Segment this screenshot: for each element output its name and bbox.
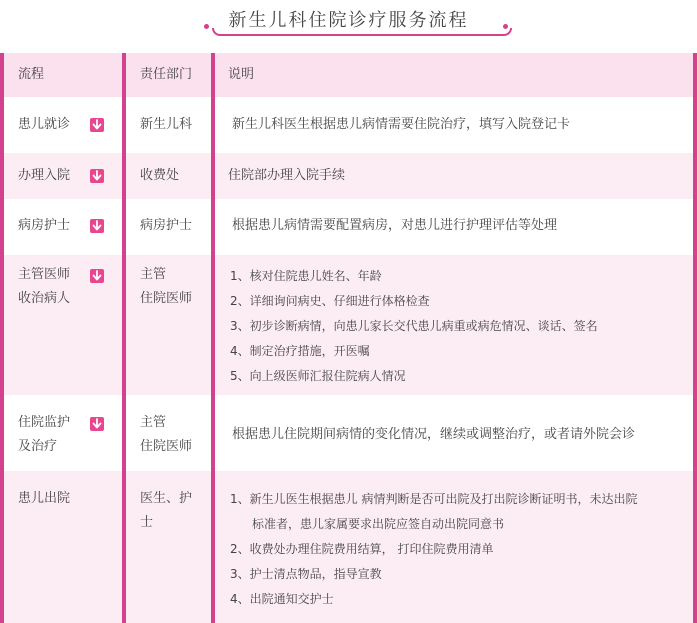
step-label-line2: 及治疗 xyxy=(18,439,58,454)
desc-list xyxy=(230,264,688,389)
table-border-right xyxy=(693,53,697,623)
table-row xyxy=(4,153,693,199)
step-label: 患儿就诊 xyxy=(18,117,71,132)
list-item: 1、核对住院患儿姓名、年龄 xyxy=(230,269,382,283)
list-item: 3、护士清点物品，指导宣教 xyxy=(230,567,382,581)
list-item: 3、初步诊断病情，向患儿家长交代患儿病重或病危情况、谈话、签名 xyxy=(230,319,598,333)
step-label-line1: 主管医师 xyxy=(18,267,71,282)
process-table xyxy=(0,53,697,623)
page-title: 新生儿科住院诊疗服务流程 xyxy=(223,10,475,31)
dept-label-line1: 主管 xyxy=(140,267,167,282)
down-arrow-icon xyxy=(90,417,104,431)
header-step: 流程 xyxy=(18,67,45,82)
list-item: 4、制定治疗措施，开医嘱 xyxy=(230,344,370,358)
dept-label xyxy=(140,263,210,311)
table-row xyxy=(4,255,693,395)
list-item: 2、收费处办理住院费用结算， 打印住院费用清单 xyxy=(230,542,494,556)
header-dept: 责任部门 xyxy=(140,67,193,82)
dept-label: 收费处 xyxy=(140,168,180,183)
desc-text: 根据患儿病情需要配置病房，对患儿进行护理评估等处理 xyxy=(232,218,558,233)
table-row xyxy=(4,395,693,471)
table-row xyxy=(4,97,693,153)
down-arrow-icon xyxy=(90,219,104,233)
step-label: 患儿出院 xyxy=(18,491,71,506)
step-label: 病房护士 xyxy=(18,218,71,233)
dept-label-line2: 住院医师 xyxy=(140,439,193,454)
page-title-banner xyxy=(0,0,697,46)
desc-text: 新生儿科医生根据患儿病情需要住院治疗，填写入院登记卡 xyxy=(232,117,571,132)
dept-label-line2: 住院医师 xyxy=(140,291,193,306)
desc-list xyxy=(230,487,688,612)
dept-label-line2: 士 xyxy=(140,515,154,530)
table-border-left xyxy=(0,53,4,623)
step-label-line2: 收治病人 xyxy=(18,291,71,306)
table-row xyxy=(4,199,693,255)
dept-label-line1: 医生、护 xyxy=(140,491,193,506)
table-header xyxy=(4,53,693,97)
list-item: 5、向上级医师汇报住院病人情况 xyxy=(230,369,406,383)
desc-text: 根据患儿住院期间病情的变化情况，继续或调整治疗，或者请外院会诊 xyxy=(232,427,636,442)
dept-label xyxy=(140,487,210,535)
list-item: 2、详细询问病史、仔细进行体格检查 xyxy=(230,294,430,308)
desc-text: 住院部办理入院手续 xyxy=(228,168,346,183)
down-arrow-icon xyxy=(90,169,104,183)
header-desc: 说明 xyxy=(228,67,255,82)
step-label-line1: 住院监护 xyxy=(18,415,71,430)
dept-label xyxy=(140,411,210,459)
table-divider-2 xyxy=(211,53,215,623)
down-arrow-icon xyxy=(90,118,104,132)
table-divider-1 xyxy=(122,53,126,623)
down-arrow-icon xyxy=(90,269,104,283)
dept-label: 新生儿科 xyxy=(140,117,193,132)
dept-label-line1: 主管 xyxy=(140,415,167,430)
dept-label: 病房护士 xyxy=(140,218,193,233)
list-item: 1、新生儿医生根据患儿 病情判断是否可出院及打出院诊断证明书，未达出院 xyxy=(230,492,638,506)
table-row xyxy=(4,471,693,623)
list-item: 4、出院通知交护士 xyxy=(230,592,334,606)
step-label: 办理入院 xyxy=(18,168,71,183)
list-item: 标准者，患儿家属要求出院应签自动出院同意书 xyxy=(252,517,505,531)
